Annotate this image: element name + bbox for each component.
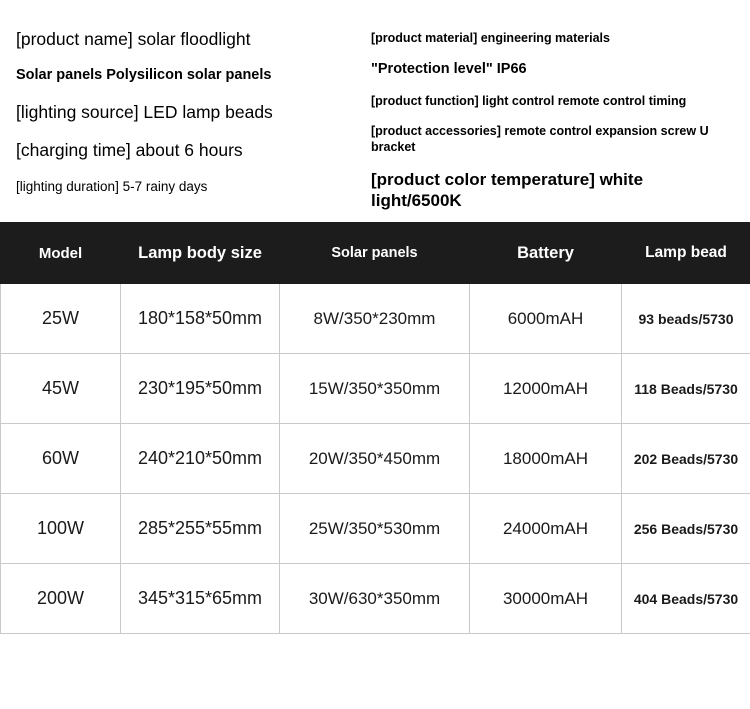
table-header [1,223,750,284]
spec-product-function: [product function] light control remote control timing [371,93,687,108]
cell-solar-panels: 30W/630*350mm [280,564,470,634]
spec-right-column [371,30,731,226]
cell-model: 200W [1,564,121,634]
cell-lamp-bead: 93 beads/5730 [622,284,750,354]
column-header-lamp-body-size: Lamp body size [121,223,280,284]
cell-model: 60W [1,424,121,494]
spec-lighting-source: [lighting source] LED lamp beads [16,101,273,122]
cell-model: 100W [1,494,121,564]
cell-lamp-body-size: 345*315*65mm [121,564,280,634]
spec-protection-level: "Protection level" IP66 [371,61,527,77]
cell-solar-panels: 25W/350*530mm [280,494,470,564]
cell-lamp-bead: 202 Beads/5730 [622,424,750,494]
spec-product-name: [product name] solar floodlight [16,29,251,49]
spec-charging-time: [charging time] about 6 hours [16,140,243,161]
cell-solar-panels: 8W/350*230mm [280,284,470,354]
cell-lamp-body-size: 230*195*50mm [121,354,280,424]
cell-lamp-bead: 118 Beads/5730 [622,354,750,424]
table-row [1,354,750,424]
cell-solar-panels: 15W/350*350mm [280,354,470,424]
table-row [1,494,750,564]
cell-lamp-body-size: 240*210*50mm [121,424,280,494]
table-header-row [1,223,750,284]
cell-model: 25W [1,284,121,354]
cell-solar-panels: 20W/350*450mm [280,424,470,494]
product-specification-block [0,0,750,222]
cell-lamp-bead: 404 Beads/5730 [622,564,750,634]
spec-lighting-duration: [lighting duration] 5-7 rainy days [16,178,208,194]
spec-color-temperature: [product color temperature] white light/6500K [371,169,644,211]
cell-battery: 24000mAH [470,494,622,564]
table-row [1,284,750,354]
table-body [1,284,750,634]
cell-battery: 30000mAH [470,564,622,634]
table-row [1,564,750,634]
spec-left-column [16,28,356,211]
column-header-solar-panels: Solar panels [280,223,470,284]
spec-solar-panels: Solar panels Polysilicon solar panels [16,67,272,84]
column-header-lamp-bead: Lamp bead [622,223,750,284]
cell-lamp-body-size: 285*255*55mm [121,494,280,564]
cell-battery: 12000mAH [470,354,622,424]
cell-battery: 18000mAH [470,424,622,494]
column-header-model: Model [1,223,121,284]
cell-battery: 6000mAH [470,284,622,354]
spec-product-material: [product material] engineering materials [371,31,610,45]
cell-lamp-bead: 256 Beads/5730 [622,494,750,564]
table-row [1,424,750,494]
spec-product-accessories: [product accessories] remote control expansion screw U bracket [371,123,709,154]
cell-model: 45W [1,354,121,424]
specification-table-wrapper [0,222,750,634]
column-header-battery: Battery [470,223,622,284]
specification-table [0,222,750,634]
cell-lamp-body-size: 180*158*50mm [121,284,280,354]
